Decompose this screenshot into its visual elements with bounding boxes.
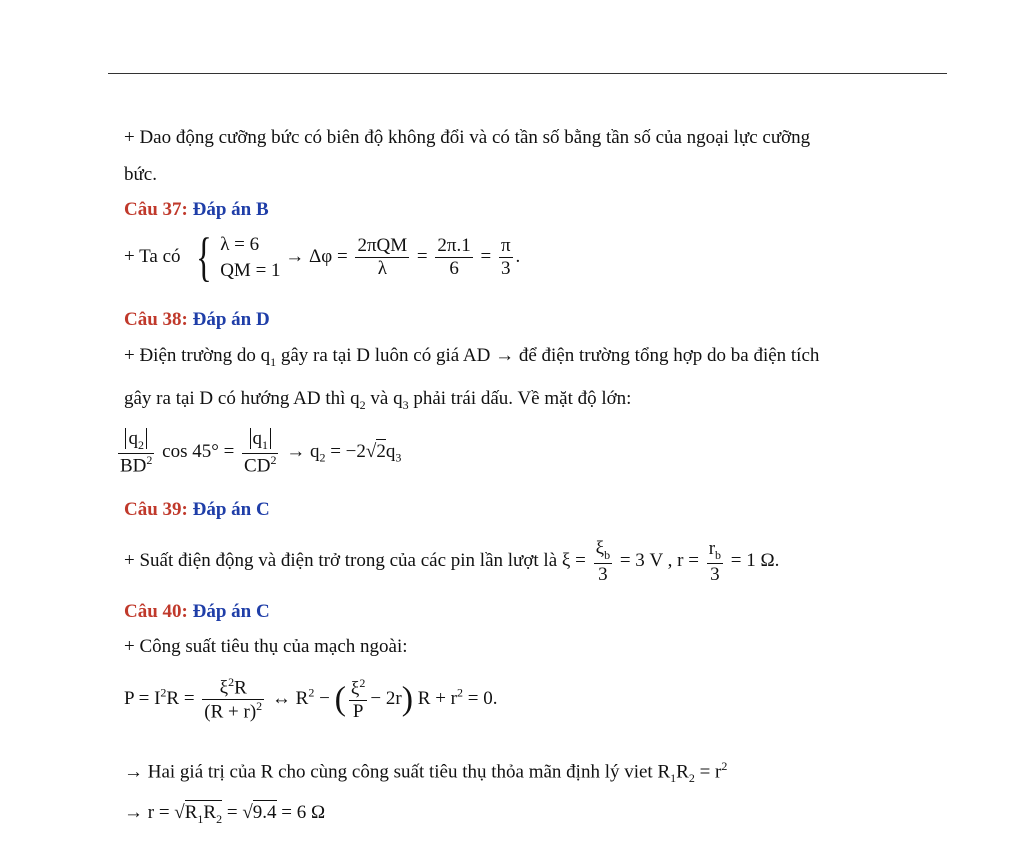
equation-39: + Suất điện động và điện trở trong của các pin lần lượt là ξ = $\frac{\xi_b}{3}$ = 3 V , r = $\frac{r_b}{3}$ = 1 Ω. <box>124 538 780 585</box>
paragraph-line: gây ra tại D có hướng AD thì $q_2$ và $q_3$ phải trái dấu. Về mặt độ lớn: <box>124 388 632 412</box>
paragraph-line: + Công suất tiêu thụ của mạch ngoài: <box>124 636 408 657</box>
equation-40: $P = I^2R$ = $\frac{\xi^2R}{(R + r)^2}$ ↔ $R^2$ − ( $\frac{\xi^2}{P}$ − 2r) $R + r^2 = 0$. <box>124 675 498 723</box>
paragraph-line: → Hai giá trị của R cho cùng công suất tiêu thụ thỏa mãn định lý viet $R_1R_2 = r^2$ <box>124 759 728 786</box>
header-rule <box>108 73 947 74</box>
equation-38: $\frac{q_2}{BD^2}$ cos 45° = $\frac{q_1}{CD^2}$ → $q_2 = -2√2q_3$ <box>120 428 402 476</box>
equation-40b: → $r = √R_1R_2 = √9.4 = 6$ Ω <box>124 802 326 826</box>
equation-37: + Ta có { λ = 6 QM = 1 → Δφ = $\frac{\text{2πQM}}{\lambda}$ = $\frac{2\pi.1}{6}$ = $\frac{\pi}{3}$ . <box>124 227 521 288</box>
paragraph-line: bức. <box>124 164 157 185</box>
paragraph-line: + Điện trường do $q_1$ gây ra tại D luôn có giá AD → để điện trường tổng hợp do ba điện tích <box>124 345 820 369</box>
question-heading-37: Câu 37: Đáp án B <box>124 199 269 220</box>
question-heading-40: Câu 40: Đáp án C <box>124 601 270 622</box>
question-heading-38: Câu 38: Đáp án D <box>124 309 270 330</box>
question-heading-39: Câu 39: Đáp án C <box>124 499 270 520</box>
paragraph-line: + Dao động cưỡng bức có biên độ không đổi và có tần số bằng tần số của ngoại lực cưỡng <box>124 127 811 148</box>
